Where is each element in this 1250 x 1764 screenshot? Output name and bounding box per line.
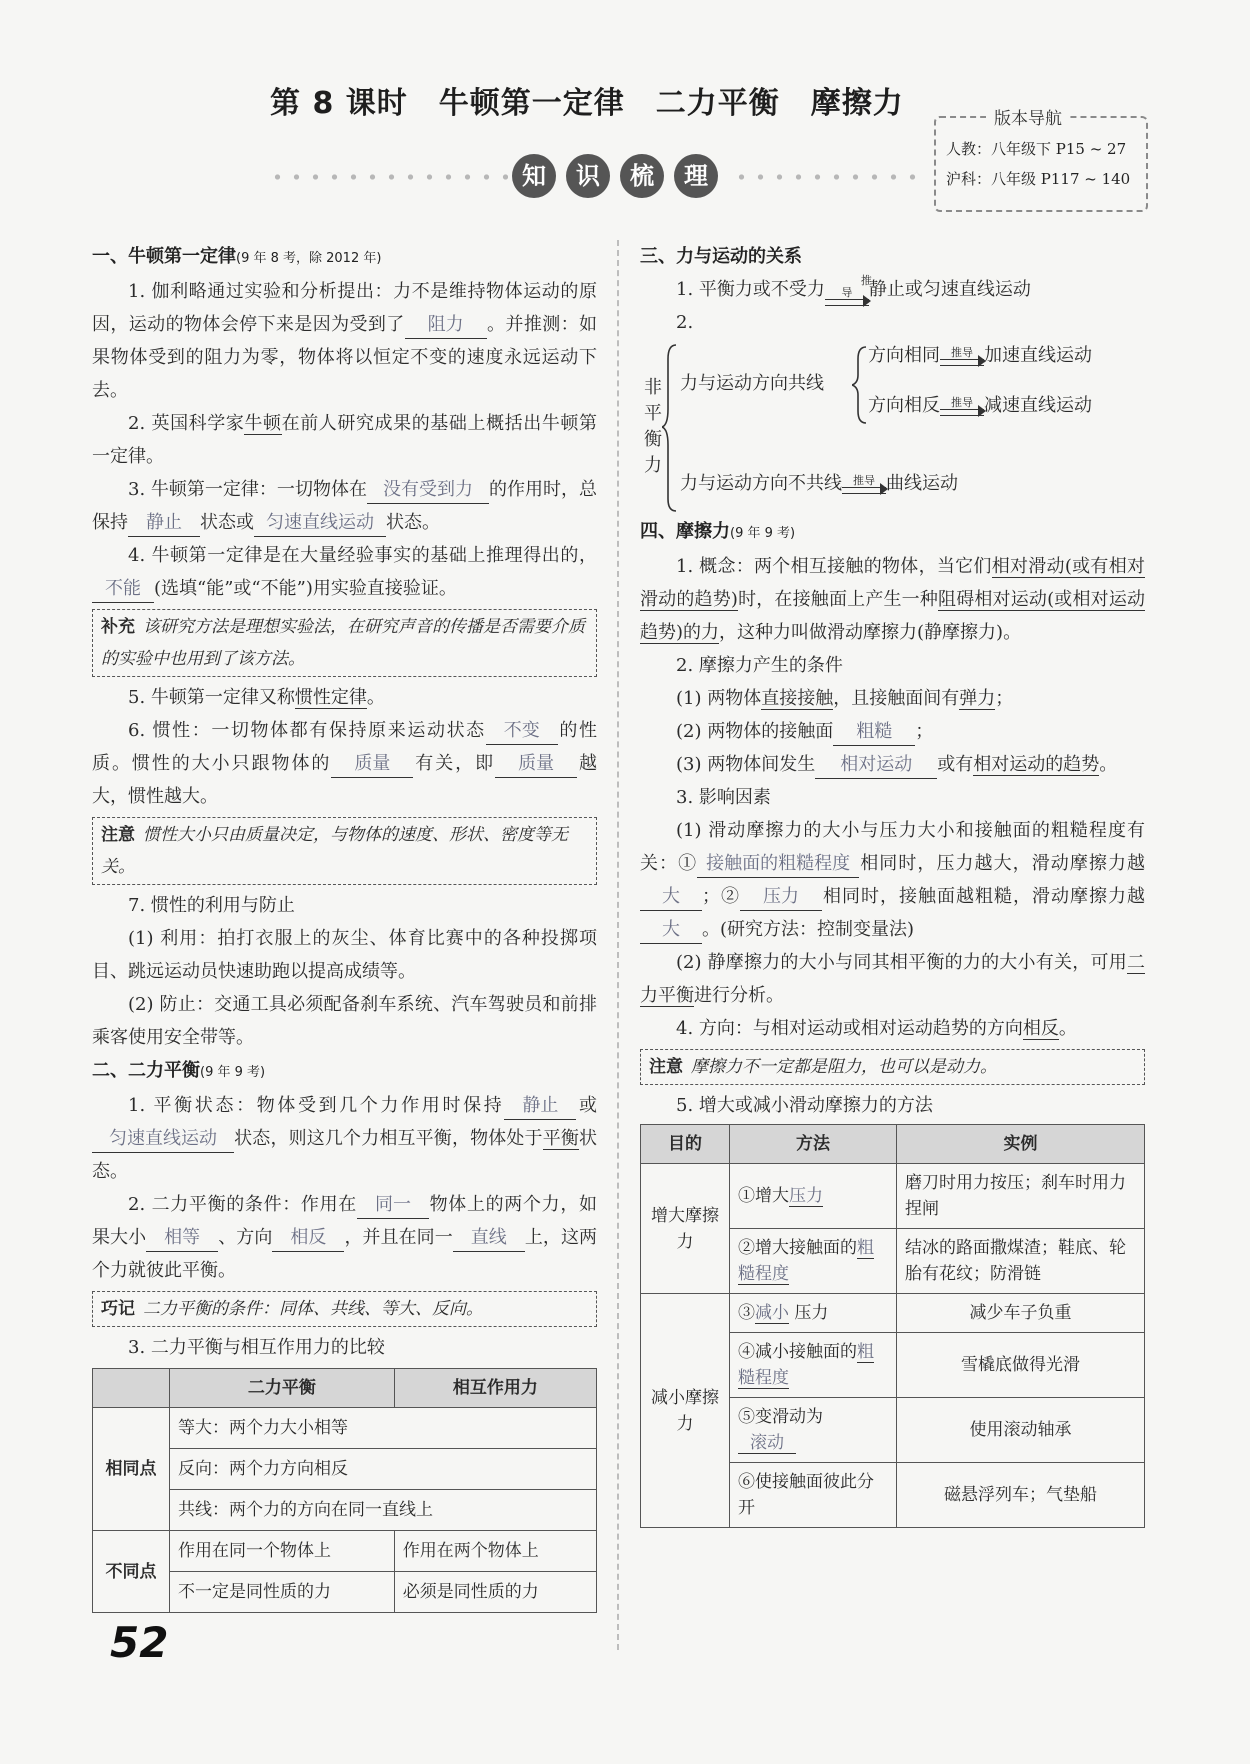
blank-answer: 压力 (740, 884, 822, 911)
blank-answer: 相对运动 (815, 752, 937, 779)
blank-answer: 质量 (495, 751, 577, 778)
version-nav-pep: 人教：八年级下 P15 ~ 27 (946, 140, 1127, 158)
paragraph-newton: 2. 英国科学家牛顿在前人研究成果的基础上概括出牛顿第一定律。 (92, 413, 598, 467)
table-cell: 磁悬浮列车；气垫船 (897, 1463, 1145, 1528)
friction-methods-table (640, 1124, 1145, 1528)
section-friction-title: 四、摩擦力(9 年 9 考) (640, 521, 796, 542)
paragraph-sliding-factors: (1) 滑动摩擦力的大小与压力大小和接触面的粗糙程度有关：① 接触面的粗糙程度 相同时，压力越大，滑动摩擦力越大 ；② 压力 相同时，接触面越粗糙，滑动摩擦力越大 。(研究方法：控制变量法) (640, 814, 1145, 946)
section-force-motion-title: 三、力与运动的关系 (640, 246, 802, 267)
table-cell: ①增大压力 (730, 1164, 897, 1229)
opposite-direction-row: 方向相反 推导 减速直线运动 (868, 395, 1092, 416)
version-nav-box (934, 109, 1148, 212)
table-cell: 反向：两个力方向相反 (170, 1449, 597, 1490)
unbalanced-force-label: 非平衡力 (644, 377, 662, 476)
paragraph-galileo: 1. 伽利略通过实验和分析提出：力不是维持物体运动的原因，运动的物体会停下来是因为受到了 阻力 。并推测：如果物体受到的阻力为零，物体将以恒定不变的速度永远运动下去。 (92, 281, 598, 401)
paragraph-unbalanced-index: 2. (676, 312, 694, 333)
blank-answer: 静止 (504, 1093, 576, 1120)
version-nav-hk: 沪科：八年级 P117 ~ 140 (946, 170, 1131, 188)
table-cell: ④减小接触面的粗糙程度 (730, 1333, 897, 1398)
collinear-label: 力与运动方向共线 (680, 373, 824, 394)
table-header: 实例 (897, 1125, 1145, 1164)
derive-arrow: 推导 (842, 475, 886, 494)
note-attention-inertia: 注意 惯性大小只由质量决定，与物体的速度、形状、密度等无关。 (92, 817, 597, 885)
table-cell: ⑥使接触面彼此分开 (730, 1463, 897, 1528)
banner-dots-left (268, 173, 508, 181)
derive-arrow: 推导 (940, 347, 984, 366)
derive-arrow: 推导 (940, 397, 984, 416)
same-direction-row: 方向相同 推导 加速直线运动 (868, 345, 1092, 366)
blank-answer: 接触面的粗糙程度 (697, 851, 859, 878)
paragraph-methods: 5. 增大或减小滑动摩擦力的方法 (676, 1095, 933, 1116)
blank-answer: 相反 (272, 1225, 344, 1252)
banner-char: 理 (674, 154, 718, 198)
paragraph-inertia-use-2: (2) 防止：交通工具必须配备刹车系统、汽车驾驶员和前排乘客使用安全带等。 (92, 994, 597, 1048)
table-cell: 雪橇底做得光滑 (897, 1333, 1145, 1398)
table-cell: ③减小 压力 (730, 1294, 897, 1333)
table-cell: 减少车子负重 (897, 1294, 1145, 1333)
table-cell: ⑤变滑动为 滚动 (730, 1398, 897, 1463)
paragraph-condition-2: (2) 两物体的接触面 粗糙 ； (640, 715, 1145, 748)
paragraph-direction: 4. 方向：与相对运动或相对运动趋势的方向相反。 (676, 1018, 1077, 1039)
table-header: 相互作用力 (394, 1369, 596, 1408)
table-cell: 使用滚动轴承 (897, 1398, 1145, 1463)
blank-answer: 相等 (146, 1225, 218, 1252)
paragraph-inertia-law: 5. 牛顿第一定律又称惯性定律。 (128, 687, 385, 708)
blank-answer: 大 (640, 917, 702, 944)
table-cell: 不一定是同性质的力 (170, 1572, 395, 1613)
banner-dots-right (732, 173, 922, 181)
note-mnemonic: 巧记 二力平衡的条件：同体、共线、等大、反向。 (92, 1291, 597, 1327)
blank-answer: 静止 (128, 510, 200, 537)
paragraph-condition-3: (3) 两物体间发生 相对运动 或有相对运动的趋势。 (640, 748, 1145, 781)
paragraph-balanced-force: 1. 平衡力或不受力 推导 静止或匀速直线运动 (640, 273, 1145, 306)
force-motion-diagram (640, 339, 1145, 515)
blank-answer: 不能 (92, 576, 154, 603)
table-cell: 必须是同性质的力 (394, 1572, 596, 1613)
left-column (92, 240, 597, 1613)
paragraph-friction-conditions: 2. 摩擦力产生的条件 (676, 655, 843, 676)
non-collinear-row: 力与运动方向不共线 推导 曲线运动 (680, 473, 958, 494)
table-header: 目的 (641, 1125, 730, 1164)
page-title: 第 8 课时 牛顿第一定律 二力平衡 摩擦力 (270, 86, 904, 121)
table-row-label: 减小摩擦力 (641, 1294, 730, 1528)
table-cell: ②增大接触面的粗糙程度 (730, 1229, 897, 1294)
right-column (640, 240, 1145, 1528)
section-balance-title: 二、二力平衡(9 年 9 考) (92, 1060, 266, 1081)
table-header: 二力平衡 (170, 1369, 395, 1408)
table-header: 方法 (730, 1125, 897, 1164)
paragraph-inertia: 6. 惯性：一切物体都有保持原来运动状态 不变 的性质。惯性的大小只跟物体的 质量 有关，即 质量 越大，惯性越大。 (92, 720, 598, 807)
table-row-label: 增大摩擦力 (641, 1164, 730, 1294)
note-attention-friction: 注意 摩擦力不一定都是阻力，也可以是动力。 (640, 1049, 1145, 1085)
derive-arrow: 推导 (825, 275, 869, 306)
paragraph-verification: 4. 牛顿第一定律是在大量经验事实的基础上推理得出的，不能 (选填“能”或“不能”)用实验直接验证。 (92, 539, 597, 605)
blank-answer: 粗糙 (833, 719, 915, 746)
blank-answer: 直线 (453, 1225, 525, 1252)
paragraph-comparison: 3. 二力平衡与相互作用力的比较 (128, 1337, 385, 1358)
paragraph-static-friction: (2) 静摩擦力的大小与同其相平衡的力的大小有关，可用二力平衡进行分析。 (640, 952, 1145, 1006)
blank-answer: 大 (640, 884, 702, 911)
table-row-label: 相同点 (93, 1408, 170, 1531)
paragraph-balance-state: 1. 平衡状态：物体受到几个力作用时保持 静止 或匀速直线运动 状态，则这几个力相互平衡，物体处于平衡状态。 (92, 1095, 598, 1182)
banner-char: 梳 (620, 154, 664, 198)
paragraph-balance-condition: 2. 二力平衡的条件：作用在 同一 物体上的两个力，如果大小 相等 、方向 相反 ，并且在同一 直线 上，这两个力就彼此平衡。 (92, 1194, 598, 1281)
paragraph-inertia-use-1: (1) 利用：拍打衣服上的灰尘、体育比赛中的各种投掷项目、跳远运动员快速助跑以提高成绩等。 (92, 928, 597, 982)
blank-answer: 质量 (331, 751, 413, 778)
inner-brace (852, 339, 868, 429)
blank-answer: 没有受到力 (367, 477, 489, 504)
paragraph-inertia-use: 7. 惯性的利用与防止 (128, 895, 295, 916)
page-number: 52 (110, 1618, 169, 1667)
table-cell: 共线：两个力的方向在同一直线上 (170, 1490, 597, 1531)
table-corner (93, 1369, 170, 1408)
blank-answer: 不变 (486, 718, 558, 745)
table-cell: 等大：两个力大小相等 (170, 1408, 597, 1449)
comparison-table (92, 1368, 597, 1613)
blank-answer: 匀速直线运动 (92, 1126, 234, 1153)
section-banner (512, 154, 718, 198)
blank-answer: 阻力 (405, 312, 487, 339)
banner-char: 识 (566, 154, 610, 198)
paragraph-factors: 3. 影响因素 (676, 787, 771, 808)
table-cell: 磨刀时用力按压；刹车时用力捏闸 (897, 1164, 1145, 1229)
outer-brace (662, 339, 682, 515)
paragraph-condition-1: (1) 两物体直接接触，且接触面间有弹力； (676, 688, 1014, 709)
section-newton-title: 一、牛顿第一定律(9 年 8 考，除 2012 年) (92, 246, 382, 267)
paragraph-friction-concept: 1. 概念：两个相互接触的物体，当它们相对滑动(或有相对滑动的趋势)时，在接触面上产生一种阻碍相对运动(或相对运动趋势)的力，这种力叫做滑动摩擦力(静摩擦力)。 (640, 556, 1145, 643)
table-cell: 作用在同一个物体上 (170, 1531, 395, 1572)
table-row-label: 不同点 (93, 1531, 170, 1613)
blank-answer: 同一 (357, 1192, 429, 1219)
table-cell: 作用在两个物体上 (394, 1531, 596, 1572)
table-cell: 结冰的路面撒煤渣；鞋底、轮胎有花纹；防滑链 (897, 1229, 1145, 1294)
banner-char: 知 (512, 154, 556, 198)
column-divider (617, 240, 619, 1650)
paragraph-first-law: 3. 牛顿第一定律：一切物体在 没有受到力 的作用时，总保持 静止 状态或 匀速直线运动 状态。 (92, 473, 597, 539)
version-nav-title: 版本导航 (986, 104, 1070, 129)
blank-answer: 匀速直线运动 (254, 510, 386, 537)
note-supplement: 补充 该研究方法是理想实验法，在研究声音的传播是否需要介质的实验中也用到了该方法。 (92, 609, 597, 677)
